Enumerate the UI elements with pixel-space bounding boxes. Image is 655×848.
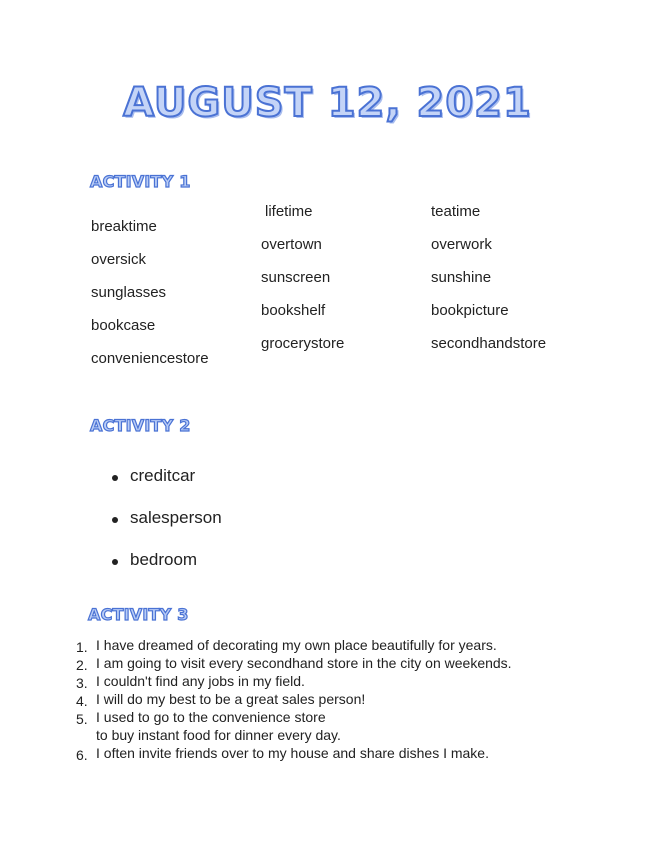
sentence-text: I couldn't find any jobs in my field. (96, 673, 305, 689)
word-item: overwork (431, 236, 492, 253)
word-item: teatime (431, 203, 481, 220)
word-item: bookshelf (261, 302, 326, 319)
activity-2-heading: ACTIVITY 2 (90, 416, 191, 435)
word-item: lifetime (265, 203, 313, 220)
list-item: salesperson (110, 508, 222, 550)
word-item: secondhandstore (431, 335, 547, 352)
word-item: sunshine (431, 269, 492, 286)
list-item: bedroom (110, 550, 222, 592)
activity-3-heading: ACTIVITY 3 (88, 605, 189, 624)
list-number: 5. (76, 711, 88, 727)
word-item: conveniencestore (91, 350, 209, 367)
activity-1-heading: ACTIVITY 1 (90, 172, 191, 191)
sentence-text: I am going to visit every secondhand store in the city on weekends. (96, 655, 512, 671)
sentence-text-continued: to buy instant food for dinner every day. (96, 727, 341, 743)
list-number: 3. (76, 675, 88, 691)
list-item: creditcar (110, 466, 222, 508)
list-item (76, 672, 512, 690)
page-title: AUGUST 12, 2021 (123, 80, 532, 126)
word-item: grocerystore (261, 335, 345, 352)
sentence-text: I used to go to the convenience store (96, 709, 326, 725)
sentence-text: I often invite friends over to my house and share dishes I make. (96, 745, 489, 761)
word-item: oversick (91, 251, 147, 268)
activity-2-list (110, 466, 222, 592)
sentence-text: I will do my best to be a great sales person! (96, 691, 366, 707)
sentence-text: I have dreamed of decorating my own place beautifully for years. (96, 637, 497, 653)
list-item (76, 708, 512, 744)
list-item (76, 654, 512, 672)
word-item: bookcase (91, 317, 156, 334)
list-number: 4. (76, 693, 88, 709)
list-number: 6. (76, 747, 88, 763)
word-item: sunglasses (91, 284, 167, 301)
word-item: bookpicture (431, 302, 509, 319)
list-number: 2. (76, 657, 88, 673)
word-item: breaktime (91, 218, 157, 235)
word-item: sunscreen (261, 269, 331, 286)
list-number: 1. (76, 639, 88, 655)
activity-3-list (76, 636, 512, 762)
list-item (76, 636, 512, 654)
list-item (76, 744, 512, 762)
list-item (76, 690, 512, 708)
word-item: overtown (261, 236, 322, 253)
